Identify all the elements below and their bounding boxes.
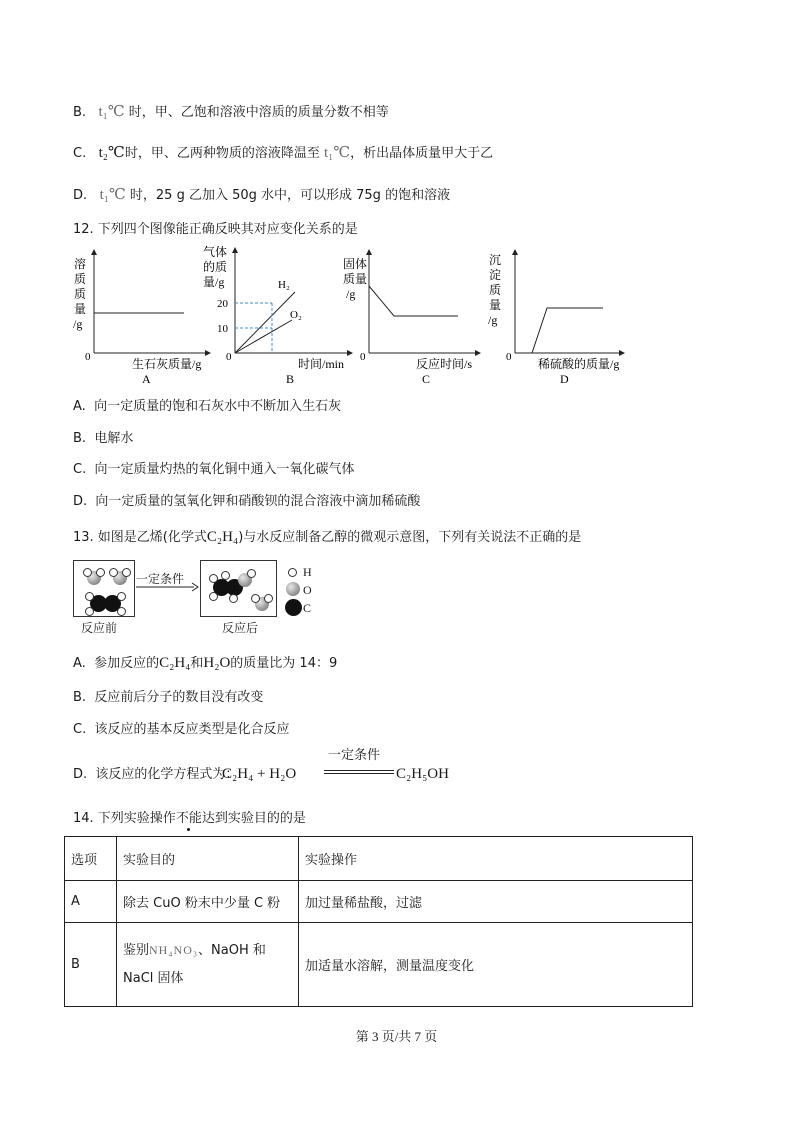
y-label: 溶: [74, 257, 87, 271]
o2-line: [235, 320, 292, 353]
origin-label: 0: [85, 351, 91, 363]
q12-option-b: [73, 430, 133, 448]
legend-label-o: O: [303, 583, 312, 597]
y-label: 气体: [203, 245, 228, 259]
hydrogen-atom: [209, 574, 218, 583]
formula: C₂H₄: [206, 529, 239, 545]
option-letter: B.: [73, 690, 87, 705]
option-text: 和: [190, 656, 204, 671]
y-label: 的质: [203, 260, 228, 274]
graph-d: [488, 252, 622, 386]
option-text: 向一定质量的饱和石灰水中不断加入生石灰: [94, 399, 342, 414]
temperature-symbol: t₁℃: [98, 104, 125, 120]
graph-a: [73, 252, 208, 386]
option-letter: C.: [73, 462, 87, 477]
condition-label: 一定条件: [136, 572, 185, 586]
y-label: 沉: [489, 253, 502, 267]
graph-caption: B: [286, 372, 295, 386]
h2-label: H₂: [278, 279, 290, 291]
stem-text: 14. 下列实验操作: [73, 811, 176, 826]
option-text: 该反应的基本反应类型是化合反应: [94, 722, 290, 737]
graph-caption: A: [142, 372, 151, 386]
option-text: 向一定质量的氢氧化钾和硝酸钡的混合溶液中滴加稀硫酸: [95, 494, 421, 509]
option-letter: D.: [73, 767, 88, 782]
origin-label: 0: [360, 351, 366, 363]
legend-label-h: H: [303, 565, 312, 579]
option-letter: A.: [73, 656, 86, 671]
q11-option-d: [73, 186, 450, 205]
option-letter: D.: [73, 188, 88, 203]
y-label: /g: [73, 317, 83, 331]
q12-graphs: [60, 240, 640, 390]
temperature-symbol: t₂℃: [98, 145, 125, 161]
y-label: 质: [489, 283, 502, 297]
page-footer: 第 3 页/共 7 页: [355, 1029, 438, 1044]
option-text: ，析出晶体质量甲大于乙: [350, 146, 494, 161]
q13-option-b: [73, 689, 263, 707]
equation-product: C₂H₅OH: [396, 766, 449, 782]
option-letter: C.: [73, 722, 87, 737]
origin-label: 0: [226, 351, 232, 363]
option-letter: B.: [73, 105, 87, 120]
option-text: 参加反应的: [94, 656, 160, 671]
y-label: 量/g: [203, 275, 225, 289]
hydrogen-atom: [221, 571, 230, 580]
header-option: 选项: [65, 837, 117, 881]
after-label: 反应后: [222, 621, 259, 635]
hydrogen-atom: [229, 594, 238, 603]
purpose-text: 、NaOH 和: [198, 943, 266, 958]
hydrogen-atom: [117, 607, 126, 616]
row-option: A: [65, 881, 117, 923]
formula: H₂O: [203, 655, 231, 671]
purpose-text: 鉴别: [123, 943, 150, 958]
option-text: 电解水: [94, 431, 134, 446]
option-letter: A.: [73, 399, 86, 414]
graph-caption: C: [422, 372, 431, 386]
temperature-symbol: t₁℃: [99, 187, 126, 203]
option-text: 时，甲、乙两种物质的溶液降温至: [124, 146, 320, 161]
graph-c: [343, 252, 478, 386]
reaction-arrow: [134, 582, 200, 592]
before-label: 反应前: [81, 621, 118, 635]
y-label: 量: [74, 302, 87, 316]
stem-text: 达到实验目的的是: [201, 811, 306, 826]
h2-line: [235, 292, 295, 353]
equation-bar-bottom: [324, 773, 394, 774]
q12-option-a: [73, 398, 341, 416]
y-label: 质: [74, 287, 87, 301]
q13-option-c: [73, 721, 290, 739]
equation-bar-top: [324, 770, 394, 771]
q13-stem: [73, 528, 581, 547]
row-operation: 加适量水溶解，测量温度变化: [299, 923, 693, 1007]
formula: NH₄NO₃: [149, 943, 199, 957]
table-header-row: [65, 837, 693, 881]
option-letter: B.: [73, 431, 87, 446]
option-letter: C.: [73, 146, 87, 161]
graph-b: [203, 244, 350, 386]
tick-10: 10: [217, 323, 228, 335]
hydrogen-atom: [247, 569, 256, 578]
option-letter: D.: [73, 494, 88, 509]
q12-stem: 12. 下列四个图像能正确反映其对应变化关系的是: [73, 222, 358, 237]
before-box: [73, 560, 135, 617]
stem-text: )与水反应制备乙醇的微观示意图，下列有关说法不正确的是: [238, 530, 582, 545]
hydrogen-atom: [209, 592, 218, 601]
row-option: B: [65, 923, 117, 1007]
stem-text: 13. 如图是乙烯(化学式: [73, 530, 207, 545]
y-label: 量: [489, 298, 502, 312]
hydrogen-atom: [109, 568, 118, 577]
equation-condition: 一定条件: [328, 748, 381, 763]
hydrogen-atom: [122, 568, 131, 577]
data-line: [515, 308, 603, 353]
x-label: 稀硫酸的质量/g: [538, 357, 620, 371]
q12-option-d: [73, 493, 420, 511]
q13-option-d: [73, 766, 238, 784]
option-text: 该反应的化学方程式为：: [95, 767, 239, 782]
hydrogen-atom: [85, 607, 94, 616]
row-operation: 加过量稀盐酸，过滤: [299, 881, 693, 923]
hydrogen-atom: [85, 592, 94, 601]
x-label: 反应时间/s: [416, 357, 473, 371]
header-operation: 实验操作: [299, 837, 693, 881]
q11-option-c: [73, 144, 493, 163]
data-line: [369, 286, 458, 316]
equation-reactants: C₂H₄ + H₂O: [222, 766, 297, 782]
graph-caption: D: [560, 372, 569, 386]
formula: C₂H₄: [159, 655, 191, 671]
option-text: 时，25 g 乙加入 50g 水中，可以形成 75g 的饱和溶液: [129, 188, 451, 203]
temperature-symbol: t₁℃: [323, 145, 351, 161]
o2-label: O₂: [290, 309, 302, 321]
hydrogen-atom: [96, 568, 105, 577]
hydrogen-atom: [83, 568, 92, 577]
table-row: [65, 923, 693, 1007]
hydrogen-atom: [117, 592, 126, 601]
carbon-legend-icon: [285, 599, 302, 616]
oxygen-legend-icon: [286, 582, 300, 596]
header-purpose: 实验目的: [117, 837, 299, 881]
y-label: 固体: [343, 257, 368, 271]
stem-emphasis: 不能: [175, 811, 202, 826]
after-box: [200, 560, 277, 617]
legend-label-c: C: [303, 601, 312, 615]
q14-stem: [73, 810, 306, 828]
hydrogen-atom: [264, 594, 273, 603]
x-label: 时间/min: [298, 357, 345, 371]
table-row: [65, 881, 693, 923]
hydrogen-legend-icon: [288, 568, 297, 577]
option-text: 向一定质量灼热的氧化铜中通入一氧化碳气体: [94, 462, 355, 477]
row-purpose: 除去 CuO 粉末中少量 C 粉: [117, 881, 299, 923]
row-purpose: [117, 923, 299, 1007]
y-label: 质量: [343, 272, 368, 286]
option-text: 的质量比为 14：9: [230, 656, 338, 671]
option-text: 反应前后分子的数目没有改变: [94, 690, 264, 705]
x-label: 生石灰质量/g: [132, 357, 202, 371]
y-label: 质: [74, 272, 87, 286]
option-text: 时，甲、乙饱和溶液中溶质的质量分数不相等: [128, 105, 389, 120]
q12-option-c: [73, 461, 355, 479]
y-label: /g: [346, 287, 356, 301]
purpose-text: NaCl 固体: [123, 971, 184, 986]
origin-label: 0: [506, 351, 512, 363]
q13-option-a: [73, 654, 337, 673]
y-label: 淀: [489, 268, 502, 282]
q11-option-b: [73, 103, 389, 122]
y-label: /g: [488, 313, 498, 327]
tick-20: 20: [217, 298, 228, 310]
hydrogen-atom: [251, 594, 260, 603]
q14-table: [64, 836, 693, 1007]
